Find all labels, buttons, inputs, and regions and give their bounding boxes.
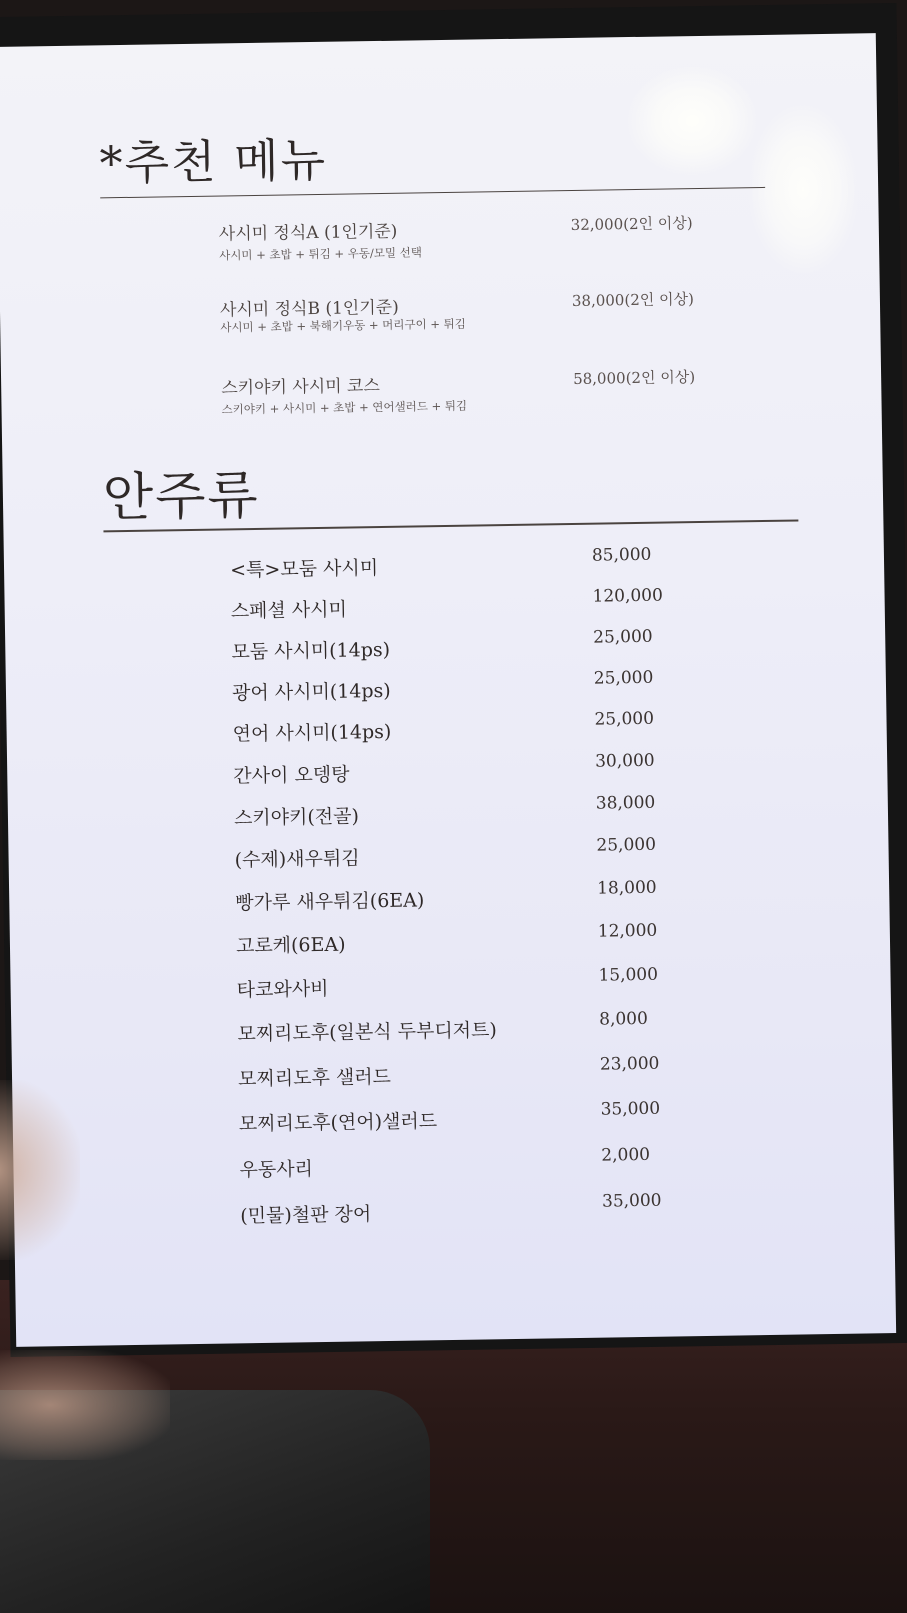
item-price: 15,000 <box>598 964 659 986</box>
item-name: 광어 사시미(14ps) <box>231 679 391 705</box>
item-price: 35,000 <box>601 1190 662 1212</box>
item-price: 38,000 <box>595 792 656 814</box>
list-item <box>235 877 795 915</box>
item-description: 사시미 + 초밥 + 튀김 + 우동/모밀 선택 <box>219 245 423 263</box>
item-price: 120,000 <box>592 585 664 607</box>
menu-page <box>0 33 896 1347</box>
item-name: 스페셜 사시미 <box>230 598 348 623</box>
item-price: 35,000 <box>600 1098 661 1120</box>
item-name: (수제)새우튀김 <box>234 847 360 872</box>
item-name: 모찌리도후 샐러드 <box>237 1065 392 1091</box>
finger-shadow <box>0 1350 170 1460</box>
list-item <box>233 750 793 788</box>
item-name: 연어 사시미(14ps) <box>232 720 392 746</box>
item-price: 30,000 <box>594 750 655 772</box>
item-price: 2,000 <box>601 1144 651 1166</box>
list-item <box>239 1144 799 1182</box>
list-item <box>231 626 791 664</box>
list-item <box>236 964 796 1002</box>
item-price: 32,000(2인 이상) <box>570 214 693 234</box>
anju-heading: 안주류 <box>102 465 261 529</box>
item-description: 사시미 + 초밥 + 북해기우동 + 머리구이 + 튀김 <box>220 316 466 335</box>
list-item <box>233 792 794 830</box>
item-name: 고로케(6EA) <box>235 933 346 958</box>
item-price: 23,000 <box>599 1053 660 1075</box>
item-price: 38,000(2인 이상) <box>571 290 695 310</box>
item-name: <특>모둠 사시미 <box>229 557 379 582</box>
item-name: 우동사리 <box>239 1158 314 1182</box>
list-item <box>234 834 794 872</box>
item-name: 사시미 정식A (1인기준) <box>218 221 398 245</box>
item-price: 12,000 <box>597 920 658 942</box>
recommended-heading: *추천 메뉴 <box>99 132 328 191</box>
item-price: 18,000 <box>596 877 657 899</box>
item-price: 25,000 <box>593 626 653 648</box>
list-item <box>237 1053 798 1091</box>
item-price: 25,000 <box>596 834 657 856</box>
item-price: 25,000 <box>594 708 655 730</box>
list-item <box>240 1190 800 1228</box>
list-item <box>230 585 791 623</box>
light-glare <box>626 65 758 177</box>
list-item <box>232 708 792 746</box>
item-price: 25,000 <box>593 667 654 689</box>
item-price: 58,000(2인 이상) <box>572 368 696 388</box>
item-name: (민물)철판 장어 <box>240 1203 372 1228</box>
item-name: 타코와사비 <box>236 977 329 1002</box>
list-item <box>218 211 779 263</box>
list-item <box>219 287 780 335</box>
finger-shadow <box>0 1080 80 1260</box>
item-name: 모찌리도후(일본식 두부디저트) <box>237 1019 497 1046</box>
list-item <box>221 365 781 417</box>
item-price: 8,000 <box>599 1008 649 1030</box>
item-name: 사시미 정식B (1인기준) <box>219 297 399 321</box>
item-name: 모둠 사시미(14ps) <box>231 638 391 664</box>
list-item <box>231 667 792 705</box>
item-name: 모찌리도후(연어)샐러드 <box>238 1110 438 1136</box>
list-item <box>235 920 796 958</box>
list-item <box>229 544 790 582</box>
list-item <box>237 1008 797 1046</box>
list-item <box>238 1098 799 1136</box>
light-glare <box>747 103 860 275</box>
item-price: 85,000 <box>591 544 652 566</box>
item-name: 스키야키 사시미 코스 <box>221 376 380 399</box>
item-name: 간사이 오뎅탕 <box>233 763 350 788</box>
item-name: 빵가루 새우튀김(6EA) <box>235 889 425 915</box>
item-name: 스키야키(전골) <box>233 805 360 830</box>
item-description: 스키야키 + 사시미 + 초밥 + 연어샐러드 + 튀김 <box>221 398 468 417</box>
